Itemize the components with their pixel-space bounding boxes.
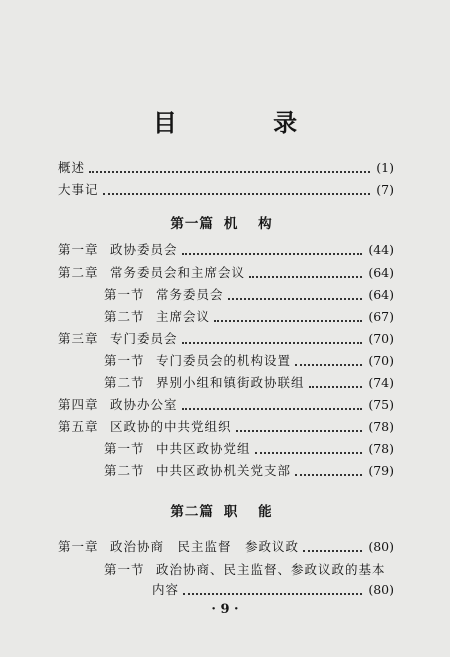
- leader-dots: [309, 384, 363, 388]
- part-number: 第二篇: [170, 504, 214, 520]
- toc-entry-section: [104, 374, 394, 392]
- entry-number: 第二节: [104, 375, 145, 390]
- toc-entry-chronicle: [58, 181, 394, 199]
- toc-entry-section: [104, 308, 394, 326]
- toc-entry-chapter: [58, 264, 394, 282]
- entry-page: (64): [368, 287, 394, 302]
- leader-dots: [89, 169, 370, 173]
- entry-page: (78): [368, 441, 394, 456]
- entry-number: 第二节: [104, 309, 145, 324]
- entry-title: 专门委员会的机构设置: [156, 353, 292, 368]
- entry-title: 界别小组和镇街政协联组: [156, 375, 305, 390]
- entry-page: (80): [368, 539, 394, 554]
- entry-number: 第一章: [58, 539, 99, 554]
- entry-page: (1): [376, 160, 394, 175]
- leader-dots: [182, 251, 363, 255]
- leader-dots: [214, 318, 362, 322]
- entry-page: (74): [368, 375, 394, 390]
- entry-number: 第四章: [58, 397, 99, 412]
- entry-page: (75): [368, 397, 394, 412]
- entry-page: (7): [376, 182, 394, 197]
- toc-entry-overview: [58, 159, 394, 177]
- toc-entry-chapter: [58, 418, 394, 436]
- entry-page: (79): [368, 463, 394, 478]
- toc-entry-chapter: [58, 241, 394, 259]
- toc-entry-continuation: [152, 581, 394, 599]
- entry-number: 第二节: [104, 463, 145, 478]
- part-name: 机 构: [223, 216, 280, 232]
- page-number: · 9 ·: [211, 602, 239, 617]
- entry-number: 第一节: [104, 441, 145, 456]
- leader-dots: [255, 450, 363, 454]
- leader-dots: [182, 340, 363, 344]
- leader-dots: [295, 472, 362, 476]
- entry-title: 中共区政协党组: [156, 441, 251, 456]
- entry-number: 第一节: [104, 287, 145, 302]
- page-title: 目 录: [152, 108, 342, 137]
- entry-title: 中共区政协机关党支部: [156, 463, 292, 478]
- entry-title: 政协委员会: [110, 242, 178, 257]
- leader-dots: [249, 274, 362, 278]
- leader-dots: [103, 191, 371, 195]
- part-heading-2: [0, 500, 450, 520]
- entry-title: 区政协的中共党组织: [110, 419, 232, 434]
- entry-title: 政治协商、民主监督、参政议政的基本: [156, 562, 386, 577]
- leader-dots: [228, 296, 363, 300]
- toc-entry-section: [104, 286, 394, 304]
- entry-page: (64): [368, 265, 394, 280]
- toc-entry-section: [104, 352, 394, 370]
- toc-entry-chapter: [58, 396, 394, 414]
- entry-page: (67): [368, 309, 394, 324]
- toc-entry-section: [104, 440, 394, 458]
- toc-entry-chapter: [58, 330, 394, 348]
- leader-dots: [236, 428, 363, 432]
- leader-dots: [182, 406, 363, 410]
- toc-entry-section: [104, 462, 394, 480]
- entry-page: (70): [368, 331, 394, 346]
- entry-number: 第五章: [58, 419, 99, 434]
- entry-number: 第二章: [58, 265, 99, 280]
- entry-number: 第一节: [104, 353, 145, 368]
- entry-page: (44): [368, 242, 394, 257]
- part-number: 第一篇: [170, 216, 214, 232]
- entry-page: (70): [368, 353, 394, 368]
- leader-dots: [295, 362, 362, 366]
- entry-number: 第一章: [58, 242, 99, 257]
- entry-page: (80): [368, 582, 394, 597]
- entry-title: 专门委员会: [110, 331, 178, 346]
- entry-label: 大事记: [58, 182, 99, 197]
- entry-title: 政协办公室: [110, 397, 178, 412]
- part-heading-1: [0, 212, 450, 232]
- entry-title: 主席会议: [156, 309, 211, 324]
- entry-number: 第一节: [104, 562, 145, 577]
- entry-title: 常务委员会和主席会议: [110, 265, 246, 280]
- toc-entry-chapter: [58, 538, 394, 556]
- leader-dots: [303, 548, 362, 552]
- toc-entry-section: [104, 561, 394, 579]
- leader-dots: [183, 591, 362, 595]
- entry-title: 政治协商 民主监督 参政议政: [110, 539, 300, 554]
- part-name: 职 能: [223, 504, 280, 520]
- entry-title: 内容: [152, 582, 180, 597]
- entry-title: 常务委员会: [156, 287, 224, 302]
- entry-page: (78): [368, 419, 394, 434]
- entry-label: 概述: [58, 160, 86, 175]
- entry-number: 第三章: [58, 331, 99, 346]
